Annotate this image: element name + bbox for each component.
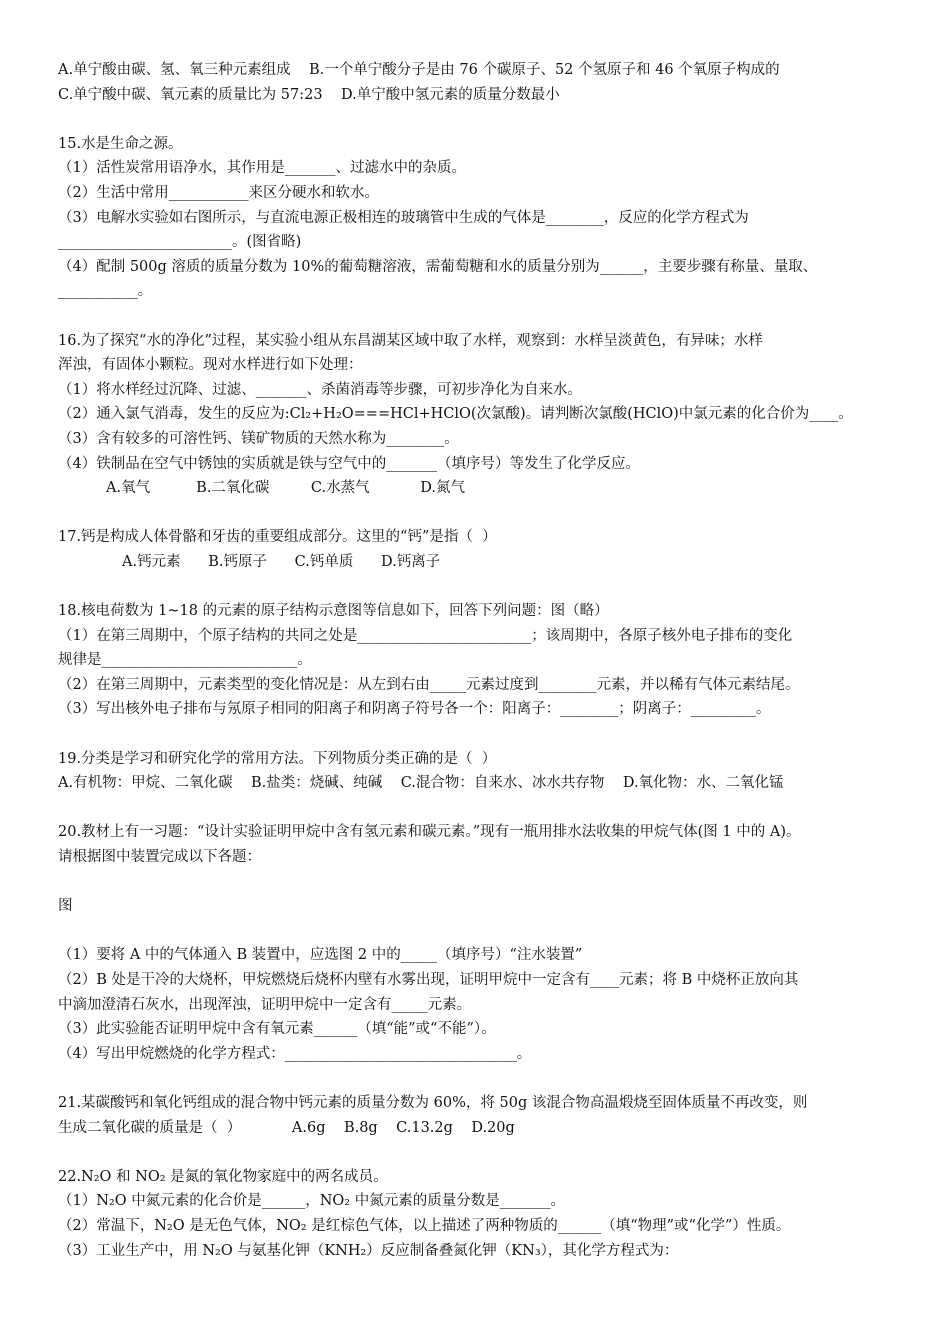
q18-part3: （3）写出核外电子排布与氖原子相同的阳离子和阴离子符号各一个：阳离子：________；阴离子：_________。 — [58, 701, 771, 718]
q16-part3: （3）含有较多的可溶性钙、镁矿物质的天然水称为________。 — [58, 430, 459, 447]
q15-part1: （1）活性炭常用语净水，其作用是_______、过滤水中的杂质。 — [58, 160, 466, 177]
q20-part2-cont: 中滴加澄清石灰水，出现浑浊，证明甲烷中一定含有_____元素。 — [58, 996, 472, 1013]
q21-stem-cont: 生成二氧化碳的质量是（ ） A.6g B.8g C.13.2g D.20g — [58, 1119, 515, 1136]
blank-line — [58, 304, 898, 329]
blank-line — [58, 919, 898, 944]
blank-line — [58, 1066, 898, 1091]
q17-stem: 17.钙是构成人体骨骼和牙齿的重要组成部分。这里的“钙”是指（ ） — [58, 529, 497, 546]
q22-part2: （2）常温下，N₂O 是无色气体，NO₂ 是红棕色气体，以上描述了两种物质的______（填“物理”或“化学”）性质。 — [58, 1217, 791, 1234]
q19-stem: 19.分类是学习和研究化学的常用方法。下列物质分类正确的是（ ） — [58, 750, 497, 767]
q20-part2: （2）B 处是干冷的大烧杯，甲烷燃烧后烧杯内壁有水雾出现，证明甲烷中一定含有____元素；将 B 中烧杯正放向其 — [58, 971, 799, 988]
blank-line — [58, 574, 898, 599]
q20-part4: （4）写出甲烷燃烧的化学方程式：________________________________。 — [58, 1045, 532, 1062]
q20-part3: （3）此实验能否证明甲烷中含有氧元素______（填“能”或“不能”）。 — [58, 1021, 496, 1038]
q16-options: A.氧气 B.二氧化碳 C.水蒸气 D.氮气 — [106, 480, 466, 497]
blank-line — [58, 501, 898, 526]
q15-part4: （4）配制 500g 溶质的质量分数为 10%的葡萄糖溶液，需葡萄糖和水的质量分别为______，主要步骤有称量、量取、 — [58, 258, 818, 275]
q20-stem: 20.教材上有一习题：“设计实验证明甲烷中含有氢元素和碳元素。”现有一瓶用排水法收集的甲烷气体(图 1 中的 A)。 — [58, 824, 801, 841]
q16-part4: （4）铁制品在空气中锈蚀的实质就是铁与空气中的_______（填序号）等发生了化学反应。 — [58, 455, 640, 472]
blank-line — [58, 722, 898, 747]
q16-part1: （1）将水样经过沉降、过滤、_______、杀菌消毒等步骤，可初步净化为自来水。 — [58, 381, 582, 398]
blank-line — [58, 870, 898, 895]
q15-part3: （3）电解水实验如右图所示，与直流电源正极相连的玻璃管中生成的气体是________，反应的化学方程式为 — [58, 209, 749, 226]
blank-line — [58, 107, 898, 132]
blank-line — [58, 796, 898, 821]
q20-part1: （1）要将 A 中的气体通入 B 装置中，应选图 2 中的_____（填序号）“注水装置” — [58, 947, 583, 964]
q18-part1: （1）在第三周期中，个原子结构的共同之处是________________________；该周期中，各原子核外电子排布的变化 — [58, 627, 793, 644]
q16-stem: 16.为了探究“水的净化”过程，某实验小组从东昌湖某区域中取了水样，观察到：水样呈淡黄色，有异味；水样 — [58, 332, 763, 349]
q14-options-cd: C.单宁酸中碳、氧元素的质量比为 57:23 D.单宁酸中氢元素的质量分数最小 — [58, 86, 560, 103]
q15-part4-cont: ___________。 — [58, 283, 153, 300]
q18-stem: 18.核电荷数为 1~18 的元素的原子结构示意图等信息如下，回答下列问题：图（略） — [58, 603, 609, 620]
q17-options: A.钙元素 B.钙原子 C.钙单质 D.钙离子 — [122, 553, 441, 570]
q18-part2: （2）在第三周期中，元素类型的变化情况是：从左到右由_____元素过度到________元素，并以稀有气体元素结尾。 — [58, 676, 800, 693]
q19-options: A.有机物：甲烷、二氧化碳 B.盐类：烧碱、纯碱 C.混合物：自来水、冰水共存物 D.氧化物：水、二氧化锰 — [58, 775, 784, 792]
q20-figure-placeholder: 图 — [58, 898, 73, 915]
blank-line — [58, 1140, 898, 1165]
q15-part2: （2）生活中常用___________来区分硬水和软水。 — [58, 184, 379, 201]
q22-stem: 22.N₂O 和 NO₂ 是氮的氧化物家庭中的两名成员。 — [58, 1168, 388, 1185]
q22-part1: （1）N₂O 中氮元素的化合价是______，NO₂ 中氮元素的质量分数是_______。 — [58, 1193, 565, 1210]
q22-part3: （3）工业生产中，用 N₂O 与氨基化钾（KNH₂）反应制备叠氮化钾（KN₃），其化学方程式为： — [58, 1242, 679, 1259]
q21-stem: 21.某碳酸钙和氧化钙组成的混合物中钙元素的质量分数为 60%，将 50g 该混合物高温煅烧至固体质量不再改变，则 — [58, 1094, 808, 1111]
document-page — [58, 58, 898, 1263]
q15-part3-cont: ________________________。(图省略) — [58, 234, 302, 251]
q20-stem-cont: 请根据图中装置完成以下各题： — [58, 849, 261, 865]
q16-part2: （2）通入氯气消毒，发生的反应为:Cl₂+H₂O===HCl+HClO(次氯酸)。请判断次氯酸(HClO)中氯元素的化合价为____。 — [58, 406, 853, 423]
q14-options-ab: A.单宁酸由碳、氢、氧三种元素组成 B.一个单宁酸分子是由 76 个碳原子、52 个氢原子和 46 个氧原子构成的 — [58, 62, 780, 78]
q15-stem: 15.水是生命之源。 — [58, 135, 183, 152]
q16-stem-cont: 浑浊，有固体小颗粒。现对水样进行如下处理： — [58, 357, 363, 374]
q18-part1-cont: 规律是___________________________。 — [58, 652, 312, 669]
